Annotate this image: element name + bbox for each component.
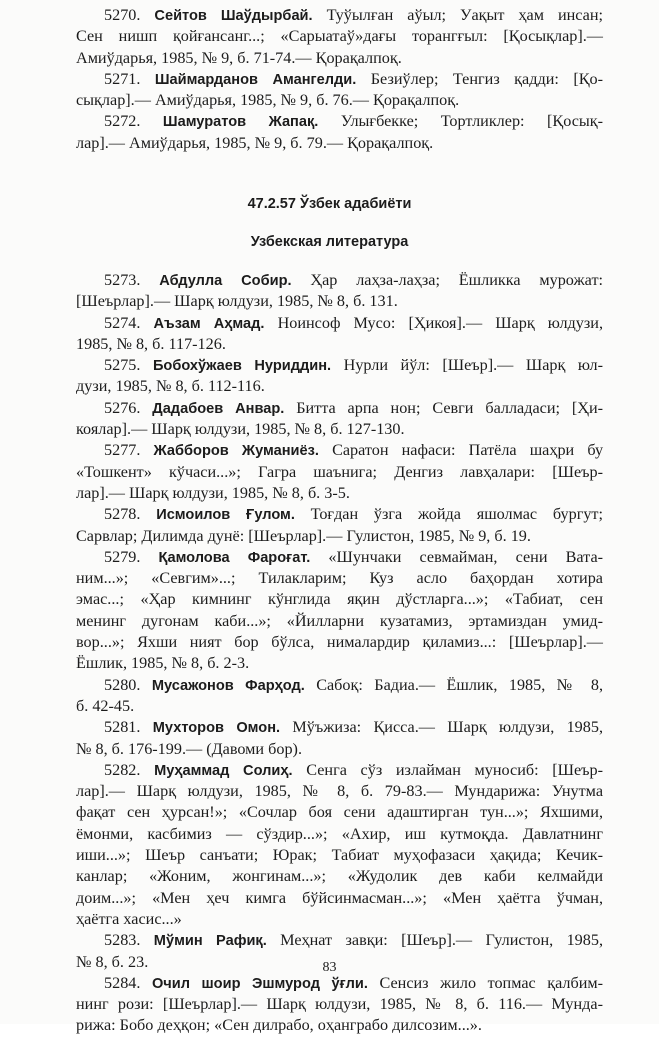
entry-line xyxy=(76,398,603,419)
entry-line xyxy=(76,675,603,696)
bibliography-entry xyxy=(76,440,603,504)
entry-number: 5277. xyxy=(104,441,141,460)
entry-line xyxy=(76,313,603,334)
bibliography-entry xyxy=(76,760,603,930)
bibliography-entry xyxy=(76,398,603,441)
entry-number: 5271. xyxy=(104,69,141,88)
entry-text: «Шунчаки севмайман, сени Вата- xyxy=(328,547,604,566)
entry-text: Сенга сўз излайман муносиб: [Шеър- xyxy=(306,760,604,779)
entry-text: Ҳар лаҳза-лаҳза; Ёшликка мурожат: xyxy=(310,271,604,289)
entry-line: «Тошкент» кўчаси...»; Гагра шаънига; Денгиз лавҳалари: [Шеър- xyxy=(76,462,603,481)
entry-text: Улығбекке; Тортликлер: [Қосық- xyxy=(340,112,604,131)
entry-text: Ноинсоф Мусо: [Ҳикоя].— Шарқ юлдузи, xyxy=(277,313,603,332)
bibliography-entry xyxy=(76,270,603,313)
entry-number: 5276. xyxy=(104,398,141,417)
entry-line: канлар; «Жоним, жонгинам...»; «Жудолик дев каби келмайди xyxy=(76,867,603,886)
entry-line: б. 42-45. xyxy=(76,696,135,715)
entry-line: № 8, б. 176-199.— (Давоми бор). xyxy=(76,739,302,758)
entry-line xyxy=(76,760,603,781)
entry-author: Мўмин Рафиқ. xyxy=(153,933,267,950)
page-number: 83 xyxy=(322,960,337,975)
entry-number: 5281. xyxy=(104,718,141,737)
bibliography-entry xyxy=(76,69,603,112)
bibliography-entry xyxy=(76,313,603,356)
entry-author: Очил шоир Эшмурод ўғли. xyxy=(151,975,368,992)
entry-number: 5274. xyxy=(104,313,141,332)
entry-author: Муҳаммад Солиҳ. xyxy=(154,762,293,779)
entry-line: доим...»; «Мен ҳеч кимга бўйсинмасман...»; «Мен ҳаётга ўчман, xyxy=(76,888,603,907)
entry-line xyxy=(76,5,603,26)
section-title: 47.2.57 Ўзбек адабиёти xyxy=(247,196,412,212)
entry-line xyxy=(76,270,603,291)
entry-text: Нурли йўл: [Шеър].— Шарқ юл- xyxy=(343,356,604,375)
entry-author: Исмоилов Ғулом. xyxy=(156,507,295,524)
entry-line: Сен нишп қойғансанг...; «Сарыатаў»дағы торангғыл: [Қосықлар].— xyxy=(76,27,603,46)
entry-number: 5282. xyxy=(104,760,141,779)
entry-number: 5273. xyxy=(104,271,141,289)
bibliography-entry xyxy=(76,675,603,718)
entry-line: коялар].— Шарқ юлдузи, 1985, № 8, б. 127-130. xyxy=(76,420,405,439)
entry-line xyxy=(76,504,603,525)
entry-line: рижа: Бобо деҳқон; «Сен дилрабо, оҳанграбо дилсозим...». xyxy=(76,1016,482,1035)
entry-line: ним...»; «Севгим»...; Тилакларим; Куз асло баҳордан хотира xyxy=(76,569,603,588)
entries-main xyxy=(76,270,603,1037)
entry-number: 5275. xyxy=(104,356,141,375)
entry-text: Тоғдан ўзга жойда яшолмас бургут; xyxy=(310,505,604,524)
entry-line: менинг дугонам каби...»; «Йилларни кузатамиз, эртамиздан умид- xyxy=(76,611,603,630)
entry-line: эмас...; «Ҳар кимнинг кўнглида яқин дўстларга...»; «Табиат, сен xyxy=(76,590,603,609)
entry-text: Сабоқ: Бадиа.— Ёшлик, 1985, № 8, xyxy=(316,675,604,694)
entry-author: Сейтов Шаўдырбай. xyxy=(154,8,313,24)
entry-author: Мусажонов Фарҳод. xyxy=(151,677,305,694)
entry-number: 5272. xyxy=(104,112,141,131)
entry-line: дузи, 1985, № 8, б. 112-116. xyxy=(76,377,265,396)
entry-line: лар].— Амиўдарья, 1985, № 9, б. 79.— Қорақалпоқ. xyxy=(76,133,434,152)
entry-line: сықлар].— Амиўдарья, 1985, № 9, б. 76.— Қорақалпоқ. xyxy=(76,91,460,110)
entry-number: 5279. xyxy=(104,547,141,566)
entry-author: Шаймарданов Амангелди. xyxy=(154,71,357,88)
bibliography-entry xyxy=(76,973,603,1037)
entry-text: Безиўлер; Тенгиз қадди: [Қо- xyxy=(370,69,603,88)
bibliography-entry xyxy=(76,717,603,760)
entry-number: 5278. xyxy=(104,505,141,524)
entry-line: ҳаётга хасис...» xyxy=(76,909,182,928)
entries-top xyxy=(76,5,603,154)
entry-text: Битта арпа нон; Севги балладаси; [Ҳи- xyxy=(296,398,604,417)
entry-line: ёмонми, касбимиз — сўздир...»; «Ахир, иш кутмоқда. Давлатнинг xyxy=(76,824,603,843)
entry-author: Абдулла Собир. xyxy=(159,273,292,289)
entry-number: 5284. xyxy=(104,973,141,992)
entry-line: № 8, б. 23. xyxy=(76,952,149,971)
entry-line: фақат сен ҳурсан!»; «Сочлар боя сени адаштирган тун...»; Яхшими, xyxy=(76,803,603,822)
entry-line: [Шеърлар].— Шарқ юлдузи, 1985, № 8, б. 131. xyxy=(76,292,398,311)
entry-author: Мухторов Омон. xyxy=(152,720,281,737)
bibliography-entry xyxy=(76,5,603,69)
entry-line: лар].— Шарқ юлдузи, 1985, № 8, б. 3-5. xyxy=(76,483,350,502)
entry-line: Амиўдарья, 1985, № 9, б. 71-74.— Қорақалпоқ. xyxy=(76,48,402,67)
entry-number: 5283. xyxy=(104,931,141,950)
entry-line xyxy=(76,111,603,132)
bibliography-entry xyxy=(76,111,603,154)
entry-author: Дадабоев Анвар. xyxy=(152,400,285,417)
entry-text: Саратон нафаси: Патёла шаҳри бу xyxy=(332,441,604,460)
entry-line xyxy=(76,717,603,738)
entry-line: лар].— Шарқ юлдузи, 1985, № 8, б. 79-83.— Мундарижа: Унутма xyxy=(76,782,603,801)
entry-line: Сарвлар; Дилимда дунё: [Шеърлар].— Гулистон, 1985, № 9, б. 19. xyxy=(76,526,531,545)
entry-line xyxy=(76,930,603,951)
entry-text: Мўъжиза: Қисса.— Шарқ юлдузи, 1985, xyxy=(292,718,604,737)
entry-author: Бобохўжаев Нуриддин. xyxy=(152,358,332,375)
entry-author: Қамолова Фароғат. xyxy=(158,549,311,566)
entry-author: Аъзам Аҳмад. xyxy=(153,315,265,332)
section-subtitle: Узбекская литература xyxy=(250,234,409,250)
entry-text: Сенсиз жило топмас қалбим- xyxy=(379,973,604,992)
entry-line xyxy=(76,547,603,568)
entry-line xyxy=(76,69,603,90)
entry-author: Шамуратов Жапақ. xyxy=(162,114,319,131)
entry-number: 5280. xyxy=(104,675,141,694)
bibliography-entry xyxy=(76,355,603,398)
entry-number: 5270. xyxy=(104,6,141,24)
entry-line xyxy=(76,355,603,376)
entry-line: вор...»; Яхши ният бор бўлса, нималардир қиламиз...: [Шеърлар].— xyxy=(76,633,603,652)
bibliography-entry xyxy=(76,504,603,547)
entry-line: 1985, № 8, б. 117-126. xyxy=(76,334,226,353)
entry-line: Ёшлик, 1985, № 8, б. 2-3. xyxy=(76,654,250,673)
entry-text: Меҳнат завқи: [Шеър].— Гулистон, 1985, xyxy=(280,931,603,950)
entry-text: Туўылған аўыл; Уақыт ҳам инсан; xyxy=(326,6,604,24)
entry-line: иши...»; Шеър санъати; Юрак; Табиат муҳофазаси ҳақида; Кечик- xyxy=(76,846,603,865)
entry-line: нинг рози: [Шеърлар].— Шарқ юлдузи, 1985, № 8, б. 116.— Мунда- xyxy=(76,995,603,1014)
entry-author: Жабборов Жуманиёз. xyxy=(153,443,319,460)
bibliography-entry xyxy=(76,547,603,675)
entry-line xyxy=(76,440,603,461)
